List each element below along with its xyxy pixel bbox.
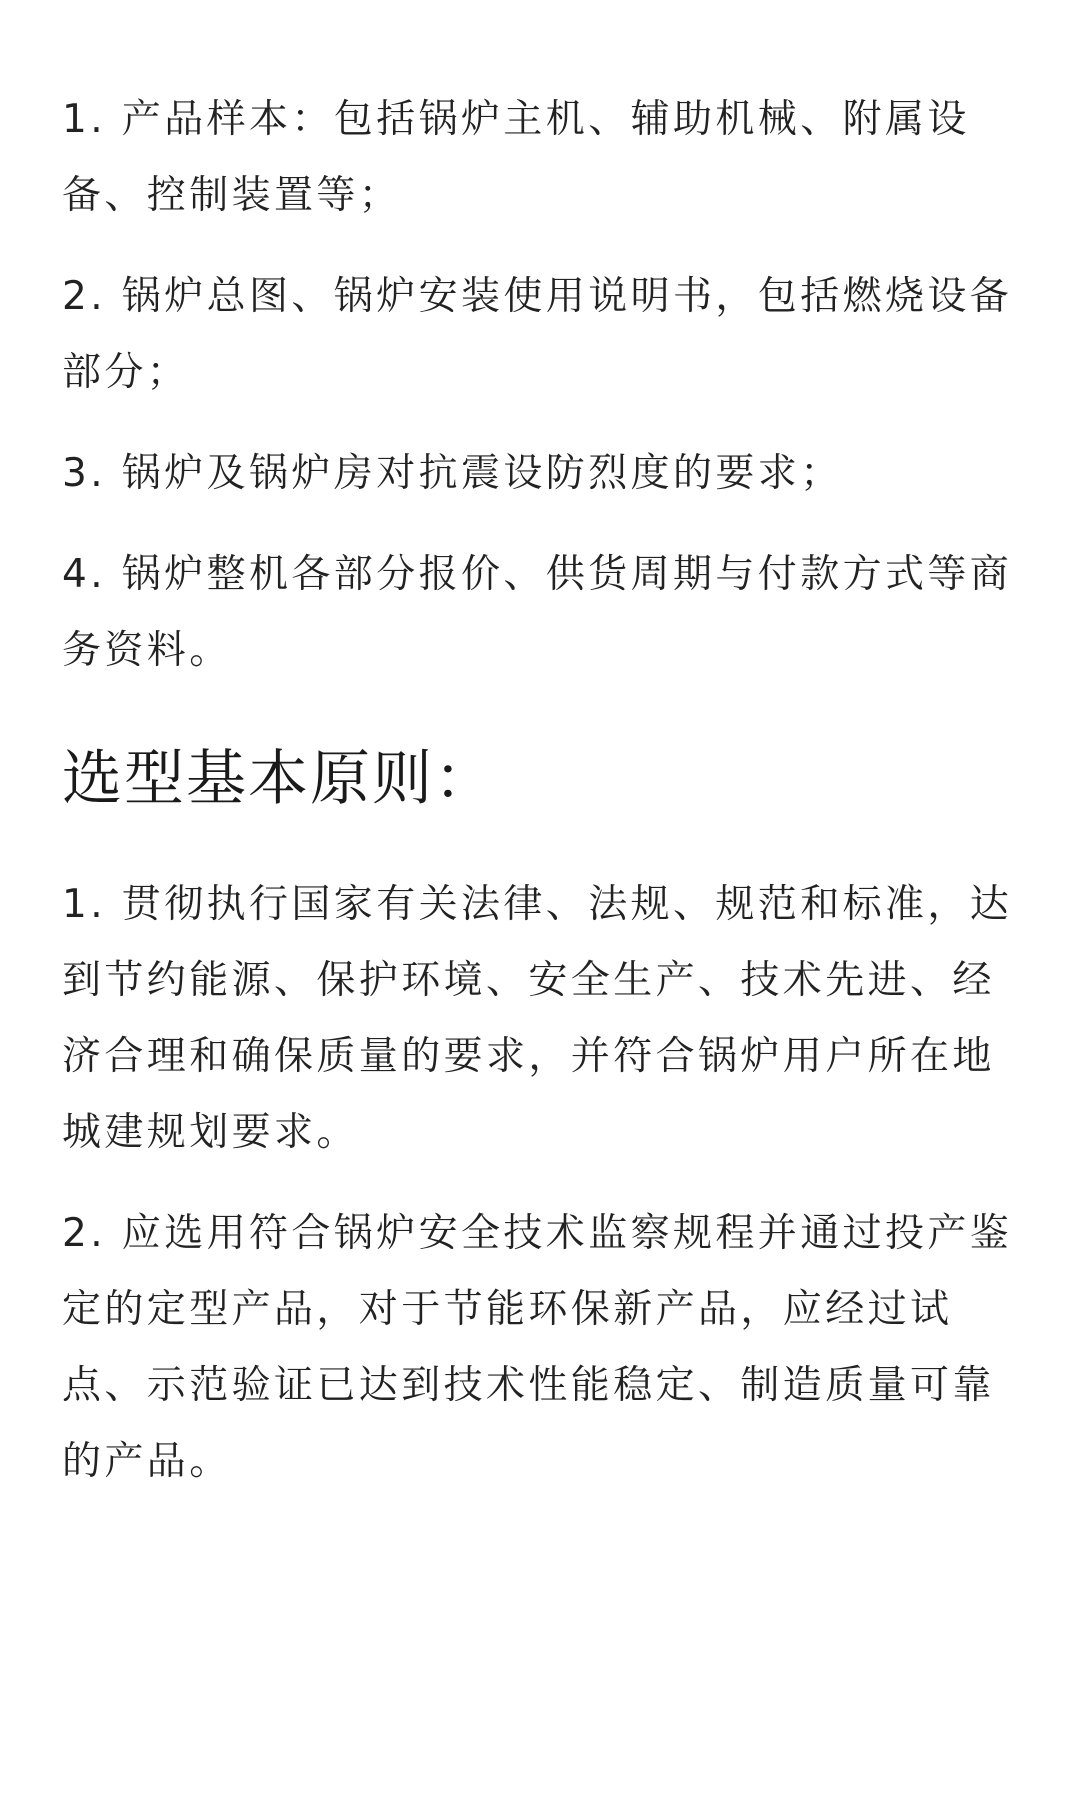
list-item: 1. 贯彻执行国家有关法律、法规、规范和标准，达到节约能源、保护环境、安全生产、技术先进、经济合理和确保质量的要求，并符合锅炉用户所在地城建规划要求。 bbox=[62, 882, 1013, 1155]
required-documents-list bbox=[62, 82, 1028, 689]
list-item: 2. 锅炉总图、锅炉安装使用说明书，包括燃烧设备部分； bbox=[62, 274, 1013, 395]
list-item: 2. 应选用符合锅炉安全技术监察规程并通过投产鉴定的定型产品，对于节能环保新产品，应经过试点、示范验证已达到技术性能稳定、制造质量可靠的产品。 bbox=[62, 1211, 1013, 1484]
list-item: 3. 锅炉及锅炉房对抗震设防烈度的要求； bbox=[62, 451, 843, 496]
article-body bbox=[62, 82, 1028, 1525]
principles-list bbox=[62, 867, 1028, 1500]
list-item: 1. 产品样本：包括锅炉主机、辅助机械、附属设备、控制装置等； bbox=[62, 97, 970, 218]
list-item: 4. 锅炉整机各部分报价、供货周期与付款方式等商务资料。 bbox=[62, 552, 1013, 673]
section-title: 选型基本原则： bbox=[62, 744, 496, 814]
